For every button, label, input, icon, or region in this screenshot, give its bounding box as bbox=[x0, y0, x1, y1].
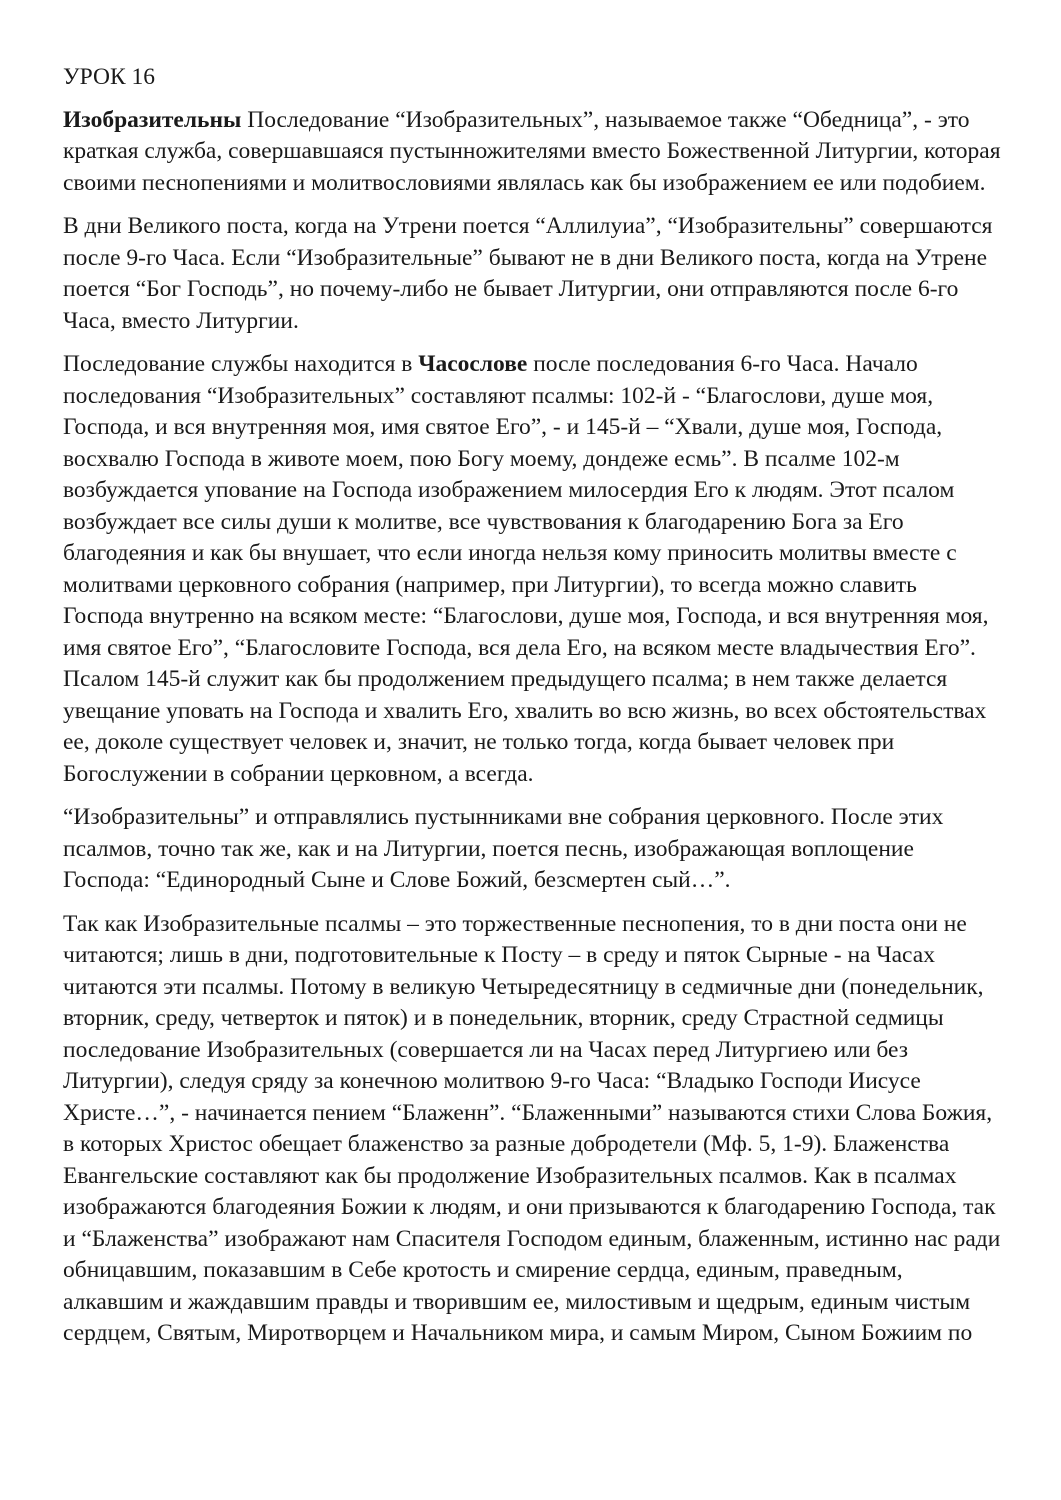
lesson-heading: УРОК 16 bbox=[63, 64, 156, 90]
term-chasoslov: Часослове bbox=[418, 351, 528, 377]
paragraph-chasoslov bbox=[63, 349, 1001, 790]
paragraph-intro bbox=[63, 105, 1001, 200]
paragraph-beatitudes: Так как Изобразительные псалмы – это торжественные песнопения, то в дни поста они не читаются; лишь в дни, подготовительные к Посту – в среду и пяток Сырные - на Часах читаются эти псалмы. Потому в великую Четыредесятницу в седмичные дни (понедельник, вторник, среду, четверток и пяток) и в понедельник, вторник, среду Страстной седмицы последование Изобразительных (совершается ли на Часах перед Литургиею или без Литургии), следуя сряду за конечною молитвою 9-го Часа: “Владыко Господи Иисусе Христе…”, - начинается пением “Блаженн”. “Блаженными” называются стихи Слова Божия, в которых Христос обещает блаженство за разные добродетели (Мф. 5, 1-9). Блаженства Евангельские составляют как бы продолжение Изобразительных псалмов. Как в псалмах изображаются благодеяния Божии к людям, и они призываются к благодарению Господа, так и “Блаженства” изображают нам Спасителя Господом единым, блаженным, истинно нас ради обницавшим, показавшим в Себе кротость и смирение сердца, единым, праведным, алкавшим и жаждавшим правды и творившим ее, милостивым и щедрым, единым чистым сердцем, Святым, Миротворцем и Начальником мира, и самым Миром, Сыном Божиим по bbox=[63, 910, 1001, 1346]
paragraph-great-lent: В дни Великого поста, когда на Утрени поется “Аллилуиа”, “Изобразительны” совершаются после 9-го Часа. Если “Изобразительные” бывают не в дни Великого поста, когда на Утрене поется “Бог Господь”, но почему-либо не бывает Литургии, они отправляются после 6-го Часа, вместо Литургии. bbox=[63, 213, 993, 334]
paragraph-chasoslov-text-after: после последования 6-го Часа. Начало последования “Изобразительных” составляют псалмы: 102-й - “Благослови, душе моя, Господа, и вся внутренняя моя, имя святое Его”, - и 145-й – “Хвали, душе моя, Господа, восхвалю Господа в животе моем, пою Богу моему, дондеже есмь”. В псалме 102-м возбуждается упование на Господа изображением милосердия Его к людям. Этот псалом возбуждает все силы души к молитве, все чувствования к благодарению Бога за Его благодеяния и как бы внушает, что если иногда нельзя кому приносить молитвы вместе с молитвами церковного собрания (например, при Литургии), то всегда можно славить Господа внутренно на всяком месте: “Благослови, душе моя, Господа, и вся внутренняя моя, имя святое Его”, “Благословите Господа, вся дела Его, на всяком месте владычествия Его”. Псалом 145-й служит как бы продолжением предыдущего псалма; в нем также делается увещание уповать на Господа и хвалить Его, хвалить во всю жизнь, во всех обстоятельствах ее, доколе существует человек и, значит, не только тогда, когда бывает человек при Богослужении в собрании церковном, а всегда. bbox=[63, 351, 989, 787]
paragraph-intro-text: Последование “Изобразительных”, называемое также “Обедница”, - это краткая служба, совершавшаяся пустынножителями вместо Божественной Литургии, которая своими песнопениями и молитвословиями являлась как бы изображением ее или подобием. bbox=[63, 106, 1001, 196]
paragraph-chasoslov-text-before: Последование службы находится в bbox=[63, 351, 419, 377]
paragraph-hermits: “Изобразительны” и отправлялись пустынниками вне собрания церковного. После этих псалмов, точно так же, как и на Литургии, поется песнь, изображающая воплощение Господа: “Единородный Сыне и Слове Божий, безсмертен сый…”. bbox=[63, 804, 944, 893]
term-izobrazitelny: Изобразительны bbox=[63, 106, 242, 133]
